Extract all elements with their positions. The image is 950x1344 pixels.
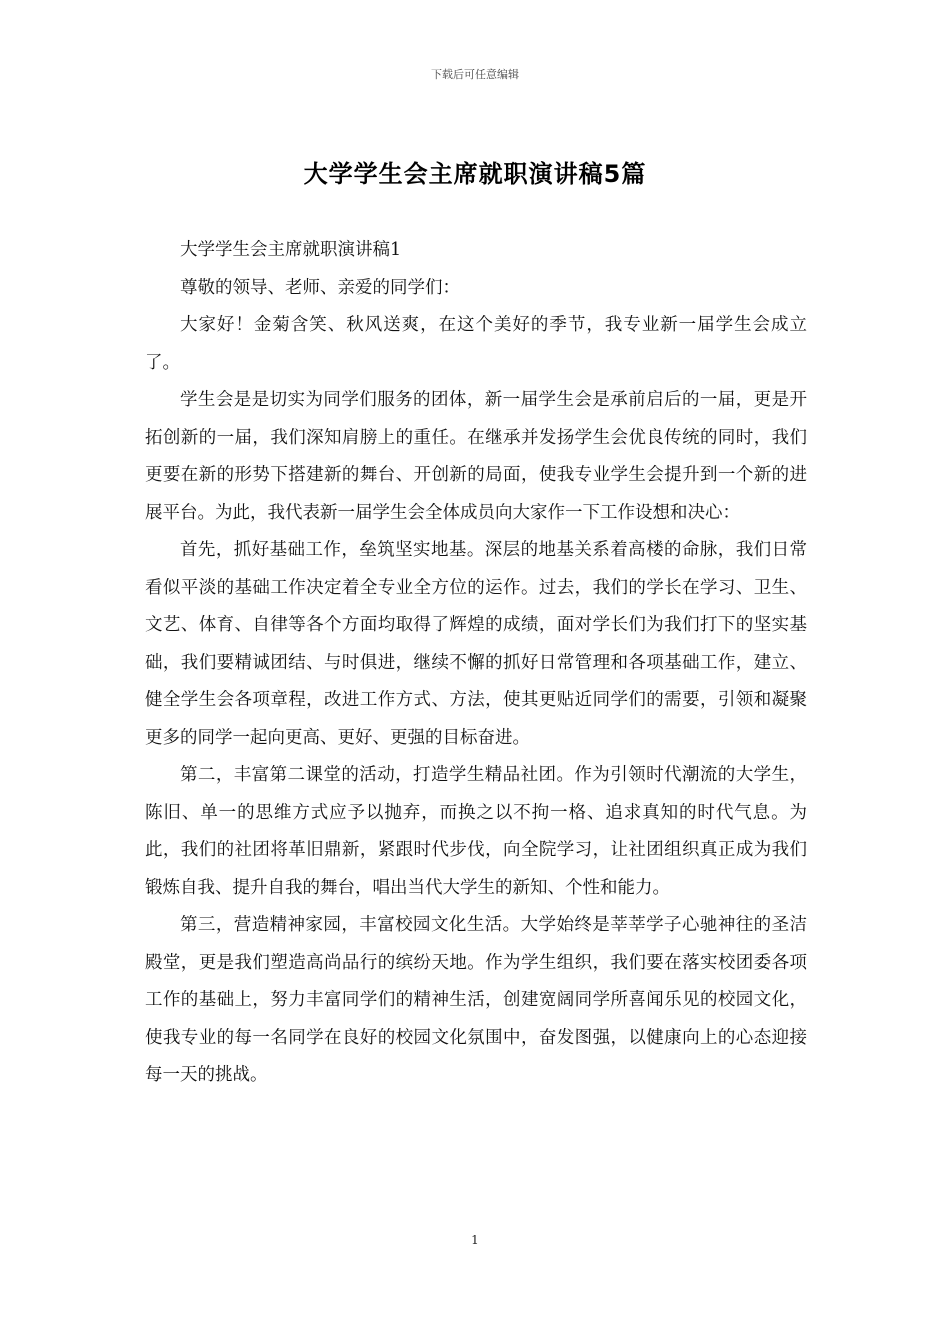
paragraph-greeting: 大家好！金菊含笑、秋风送爽，在这个美好的季节，我专业新一届学生会成立了。 bbox=[145, 315, 807, 373]
document-body bbox=[145, 232, 807, 1095]
paragraph-intro: 学生会是是切实为同学们服务的团体，新一届学生会是承前启后的一届，更是开拓创新的一届，我们深知肩膀上的重任。在继承并发扬学生会优良传统的同时，我们更要在新的形势下搭建新的舞台、开创新的局面，使我专业学生会提升到一个新的进展平台。为此，我代表新一届学生会全体成员向大家作一下工作设想和决心： bbox=[145, 390, 807, 523]
paragraph-third-point: 第三，营造精神家园，丰富校园文化生活。大学始终是莘莘学子心驰神往的圣洁殿堂，更是我们塑造高尚品行的缤纷天地。作为学生组织，我们要在落实校团委各项工作的基础上，努力丰富同学们的精神生活，创建宽阔同学所喜闻乐见的校园文化，使我专业的每一名同学在良好的校园文化氛围中，奋发图强，以健康向上的心态迎接每一天的挑战。 bbox=[145, 915, 807, 1085]
page-header-note: 下载后可任意编辑 bbox=[431, 68, 519, 81]
page-number: 1 bbox=[471, 1233, 479, 1247]
paragraph-first-point: 首先，抓好基础工作，垒筑坚实地基。深层的地基关系着高楼的命脉，我们日常看似平淡的基础工作决定着全专业全方位的运作。过去，我们的学长在学习、卫生、文艺、体育、自律等各个方面均取得了辉煌的成绩，面对学长们为我们打下的坚实基础，我们要精诚团结、与时俱进，继续不懈的抓好日常管理和各项基础工作，建立、健全学生会各项章程，改进工作方式、方法，使其更贴近同学们的需要，引领和凝聚更多的同学一起向更高、更好、更强的目标奋进。 bbox=[145, 540, 807, 748]
document-title: 大学学生会主席就职演讲稿5篇 bbox=[303, 160, 647, 188]
section-heading: 大学学生会主席就职演讲稿1 bbox=[180, 240, 402, 260]
paragraph-second-point: 第二，丰富第二课堂的活动，打造学生精品社团。作为引领时代潮流的大学生，陈旧、单一的思维方式应予以抛弃，而换之以不拘一格、追求真知的时代气息。为此，我们的社团将革旧鼎新，紧跟时代步伐，向全院学习，让社团组织真正成为我们锻炼自我、提升自我的舞台，唱出当代大学生的新知、个性和能力。 bbox=[145, 765, 807, 898]
salutation: 尊敬的领导、老师、亲爱的同学们： bbox=[180, 277, 460, 298]
